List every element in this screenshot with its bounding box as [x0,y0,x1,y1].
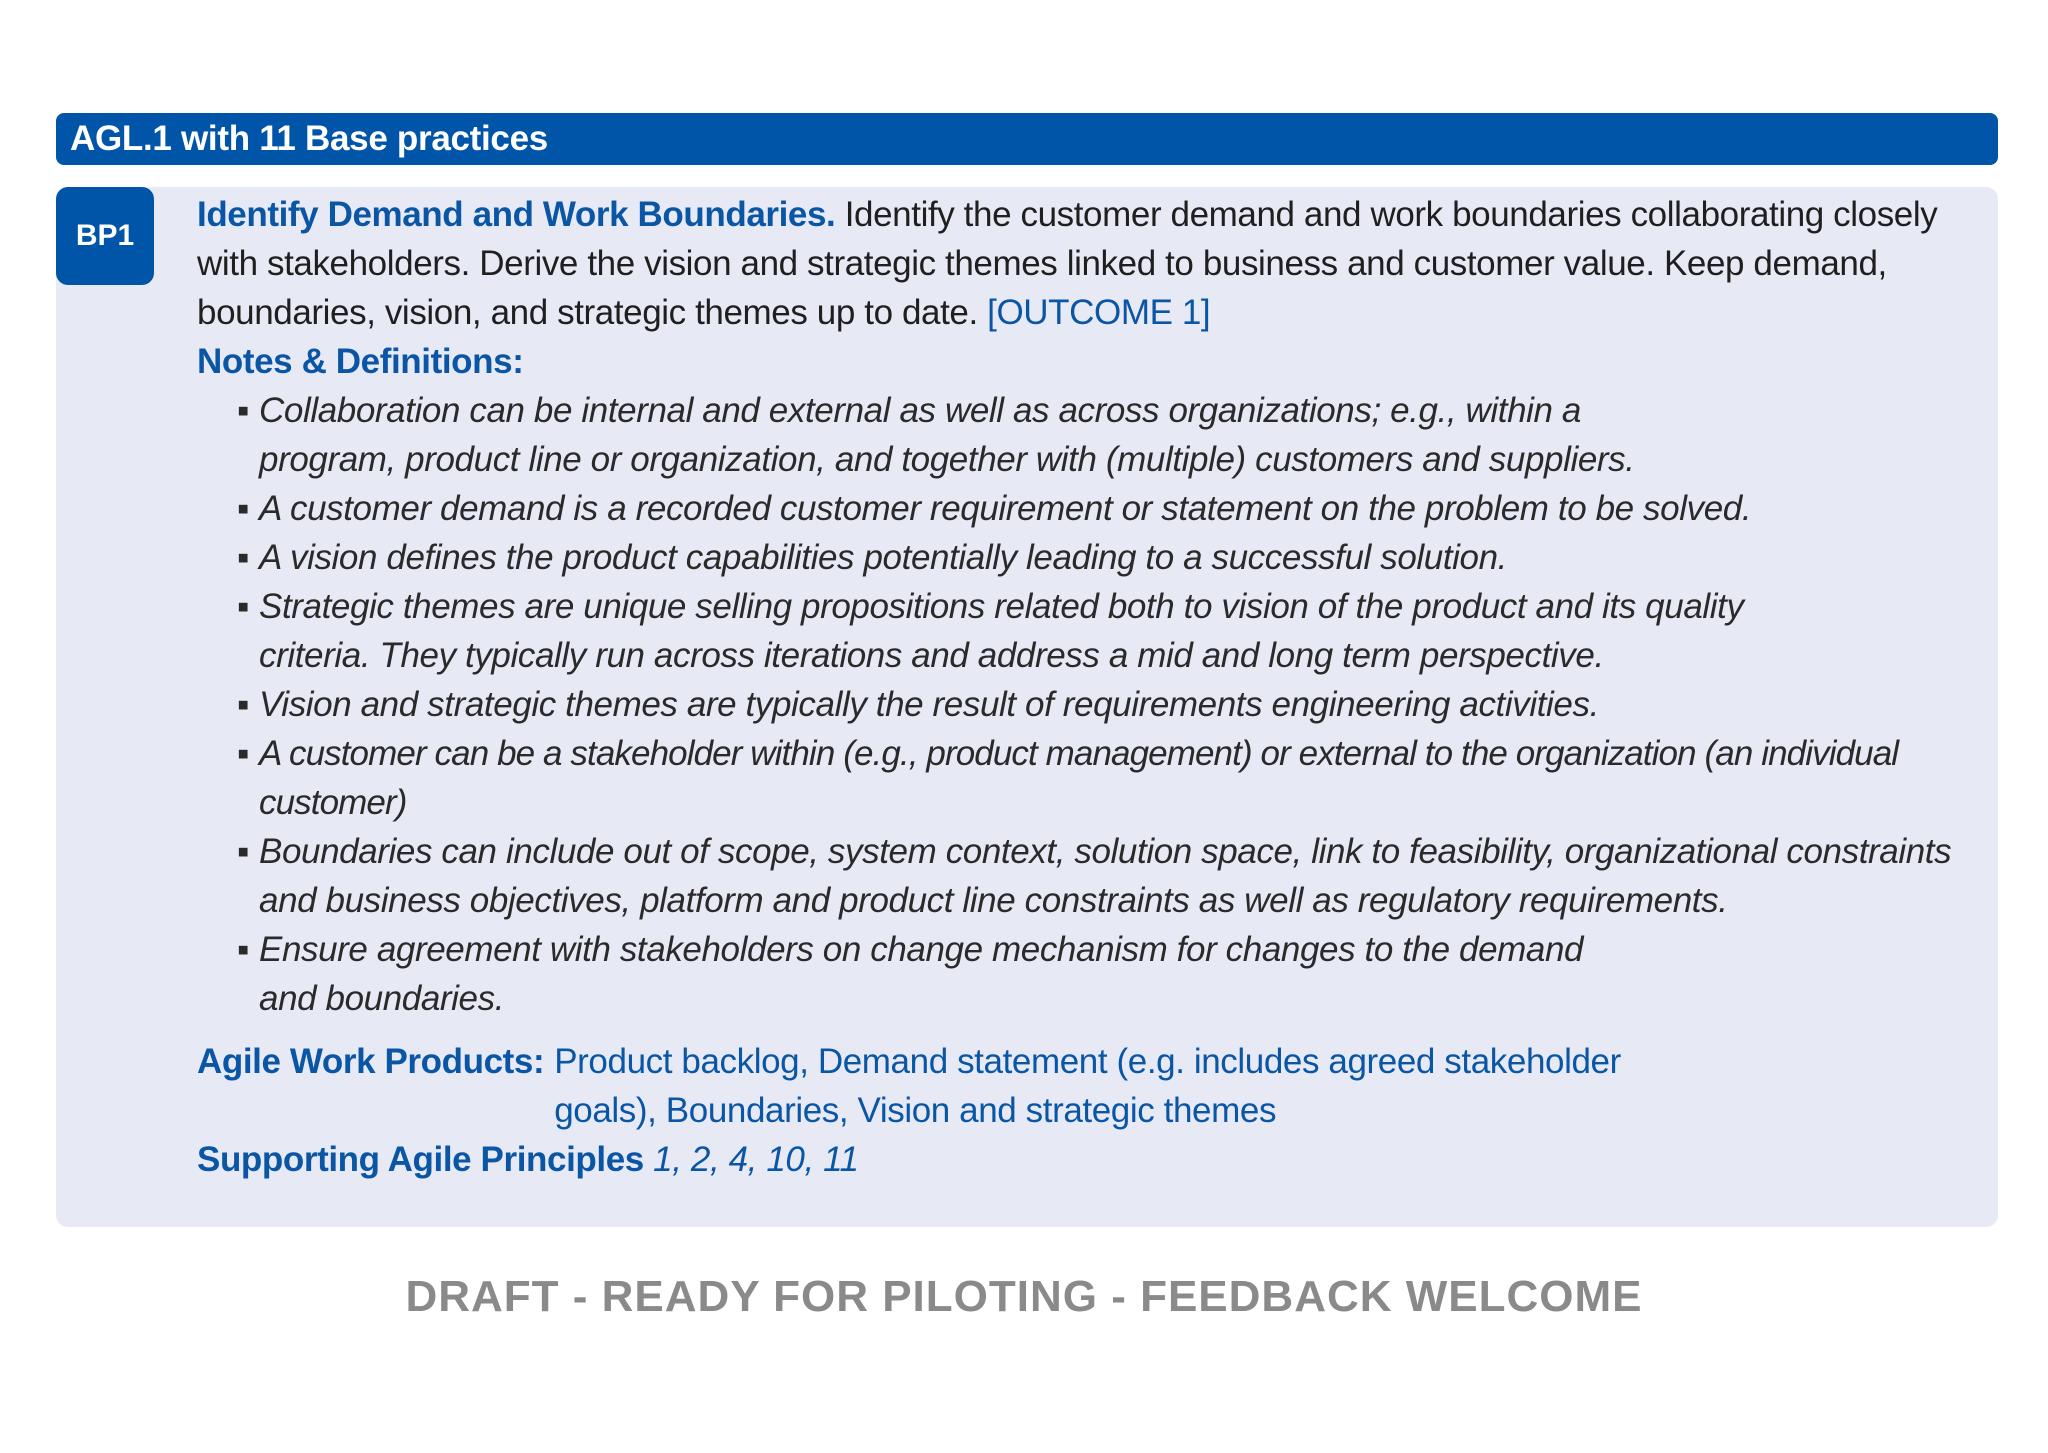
note-text: Collaboration can be internal and external as well as across organizations; e.g., within a program, product line or organization, and together with (multiple) customers and suppliers. [259,391,1635,479]
notes-heading: Notes & Definitions: [197,342,524,381]
bullet-icon: ▪ [237,685,250,724]
bullet-icon: ▪ [237,734,250,773]
note-text: Strategic themes are unique selling propositions related both to vision of the product and its quality criteria. They typically run across iterations and address a mid and long term perspective. [259,587,1744,675]
list-item [237,533,1987,582]
bp-badge: BP1 [56,187,154,285]
section-header [56,113,1998,165]
bullet-icon: ▪ [237,489,250,528]
practice-title: Identify Demand and Work Boundaries. [197,195,836,234]
principles-values: 1, 2, 4, 10, 11 [653,1140,859,1179]
work-products [197,1037,1987,1135]
bullet-icon: ▪ [237,538,250,577]
bullet-icon: ▪ [237,832,250,871]
practice-outcome: [OUTCOME 1] [987,293,1211,332]
note-text: A vision defines the product capabilities potentially leading to a successful solution. [259,538,1507,577]
note-text: Boundaries can include out of scope, system context, solution space, link to feasibility, organizational constraints and business objectives, platform and product line constraints as well as regulatory requirements. [259,832,1952,920]
draft-footer: DRAFT - READY FOR PILOTING - FEEDBACK WELCOME [405,1272,1643,1321]
note-text: Ensure agreement with stakeholders on change mechanism for changes to the demand and boundaries. [259,930,1584,1018]
practice-description: Identify the customer demand and work boundaries collaborating closely with stakeholders. Derive the vision and strategic themes linked to business and customer value. Keep demand, boundaries, vision, and strategic themes up to date. [197,195,1938,332]
work-products-label: Agile Work Products: [197,1042,545,1081]
section-title: AGL.1 with 11 Base practices [70,119,548,158]
note-text: Vision and strategic themes are typically the result of requirements engineering activities. [259,685,1599,724]
work-products-value: Product backlog, Demand statement (e.g. includes agreed stakeholder goals), Boundaries, Vision and strategic themes [554,1042,1621,1130]
note-text: A customer demand is a recorded customer requirement or statement on the problem to be solved. [259,489,1752,528]
bullet-icon: ▪ [237,587,250,626]
list-item [237,925,1987,1023]
practice-intro [197,190,1987,337]
base-practice-content [197,190,1987,1184]
note-text: A customer can be a stakeholder within (e.g., product management) or external to the organization (an individual customer) [259,734,1899,822]
list-item [237,582,1987,680]
supporting-principles [197,1135,1987,1184]
principles-label: Supporting Agile Principles [197,1140,644,1179]
list-item [237,484,1987,533]
list-item [237,680,1987,729]
bullet-icon: ▪ [237,391,250,430]
notes-list [197,386,1987,1023]
bullet-icon: ▪ [237,930,250,969]
list-item [237,827,1987,925]
list-item [237,729,1987,827]
list-item [237,386,1987,484]
